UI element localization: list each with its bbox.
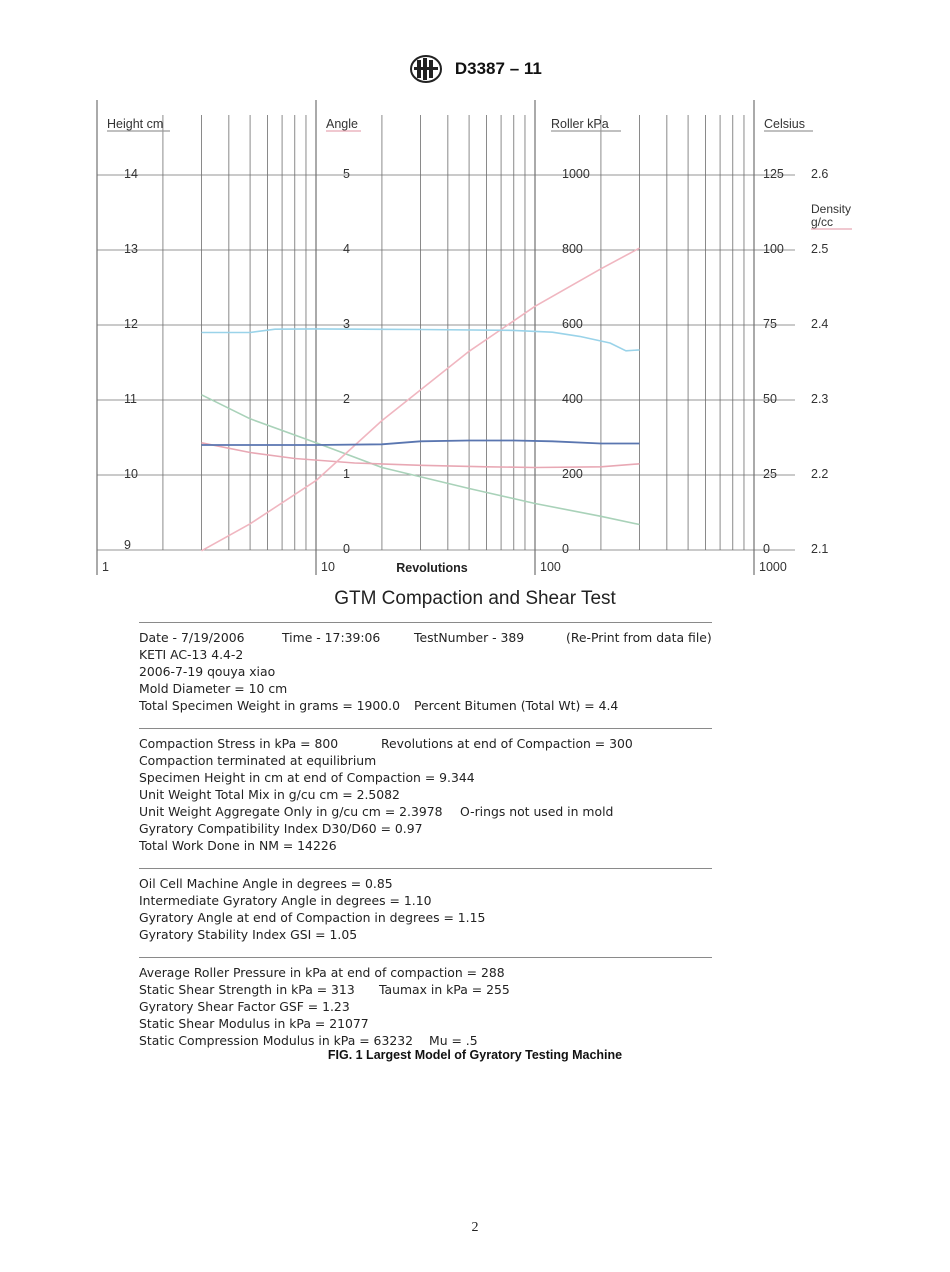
mu-text: Mu = .5 [429,1033,478,1048]
y-tick-label: 1 [343,467,350,481]
axis-title: Height cm [107,117,164,131]
y-tick-label: 2.4 [811,317,829,331]
y-tick-label: 800 [562,242,583,256]
y-tick-label: 2.6 [811,167,829,181]
y-tick-label: 14 [124,167,138,181]
work-text: Total Work Done in NM = 14226 [139,838,337,853]
unit-weight-aggregate-text: Unit Weight Aggregate Only in g/cu cm = 2.3978 [139,804,443,819]
axis-title: Roller kPa [551,117,609,131]
terminated-text: Compaction terminated at equilibrium [139,753,377,768]
gtm-chart [0,90,950,590]
axis-unit: g/cc [811,215,834,229]
report-line [139,803,712,820]
y-tick-label: 9 [124,538,131,552]
y-tick-label: 400 [562,392,583,406]
x-tick-label: 10 [321,560,335,574]
x-tick-label: 100 [540,560,561,574]
y-tick-label: 50 [763,392,777,406]
mix-text: KETI AC-13 4.4-2 [139,647,244,662]
report-block-angles [139,869,712,957]
y-tick-label: 0 [763,542,770,556]
y-tick-label: 2.5 [811,242,829,256]
y-tick-label: 0 [562,542,569,556]
compression-modulus-text: Static Compression Modulus in kPa = 63232 [139,1033,413,1048]
gsi-text: Gyratory Stability Index GSI = 1.05 [139,927,358,942]
taumax-text: Taumax in kPa = 255 [379,982,510,997]
y-tick-label: 75 [763,317,777,331]
end-angle-text: Gyratory Angle at end of Compaction in degrees = 1.15 [139,910,486,925]
report-block-specimen [139,623,712,728]
specimen-height-text: Specimen Height in cm at end of Compaction = 9.344 [139,770,475,785]
axis-title: Angle [326,117,358,131]
avg-roller-text: Average Roller Pressure in kPa at end of compaction = 288 [139,965,505,980]
operator-text: 2006-7-19 qouya xiao [139,664,276,679]
chart-title: GTM Compaction and Shear Test [334,588,616,609]
y-tick-label: 0 [343,542,350,556]
astm-logo-icon [408,54,444,84]
x-axis-label: Revolutions [396,561,468,575]
page-number: 2 [471,1220,479,1235]
y-tick-label: 13 [124,242,138,256]
report-line [139,735,712,752]
gci-text: Gyratory Compatibility Index D30/D60 = 0.97 [139,821,423,836]
y-tick-label: 3 [343,317,350,331]
designation: D3387 – 11 [454,59,542,78]
reprint-text: (Re-Print from data file) [566,630,712,645]
y-tick-label: 12 [124,317,138,331]
time-text: Time - 17:39:06 [282,630,381,645]
y-tick-label: 2 [343,392,350,406]
report-block-compaction [139,729,712,868]
y-tick-label: 25 [763,467,777,481]
x-tick-label: 1000 [759,560,787,574]
document-header [0,54,950,84]
unit-weight-total-text: Unit Weight Total Mix in g/cu cm = 2.5082 [139,787,400,802]
report-line [139,629,712,646]
report-line [139,1032,712,1049]
y-tick-label: 5 [343,167,350,181]
test-report [139,622,712,1063]
static-shear-strength-text: Static Shear Strength in kPa = 313 [139,982,355,997]
y-tick-label: 200 [562,467,583,481]
orings-text: O-rings not used in mold [460,804,614,819]
x-tick-label: 1 [102,560,109,574]
y-tick-label: 10 [124,467,138,481]
shear-modulus-text: Static Shear Modulus in kPa = 21077 [139,1016,369,1031]
bitumen-text: Percent Bitumen (Total Wt) = 4.4 [414,698,619,713]
y-tick-label: 600 [562,317,583,331]
y-tick-label: 2.3 [811,392,829,406]
oil-cell-angle-text: Oil Cell Machine Angle in degrees = 0.85 [139,876,393,891]
y-tick-label: 1000 [562,167,590,181]
report-line [139,981,712,998]
compaction-stress-text: Compaction Stress in kPa = 800 [139,736,339,751]
axis-title: Density [811,202,852,216]
test-number-text: TestNumber - 389 [414,630,525,645]
gsf-text: Gyratory Shear Factor GSF = 1.23 [139,999,350,1014]
figure-caption: FIG. 1 Largest Model of Gyratory Testing Machine [327,1048,623,1062]
date-text: Date - 7/19/2006 [139,630,245,645]
report-line [139,697,712,714]
revolutions-end-text: Revolutions at end of Compaction = 300 [381,736,633,751]
y-tick-label: 4 [343,242,350,256]
y-tick-label: 100 [763,242,784,256]
y-tick-label: 2.1 [811,542,829,556]
axis-title: Celsius [764,117,805,131]
intermediate-angle-text: Intermediate Gyratory Angle in degrees = 1.10 [139,893,432,908]
specimen-weight-text: Total Specimen Weight in grams = 1900.0 [139,698,400,713]
mold-diameter-text: Mold Diameter = 10 cm [139,681,288,696]
y-tick-label: 11 [124,392,137,406]
y-tick-label: 2.2 [811,467,829,481]
y-tick-label: 125 [763,167,784,181]
